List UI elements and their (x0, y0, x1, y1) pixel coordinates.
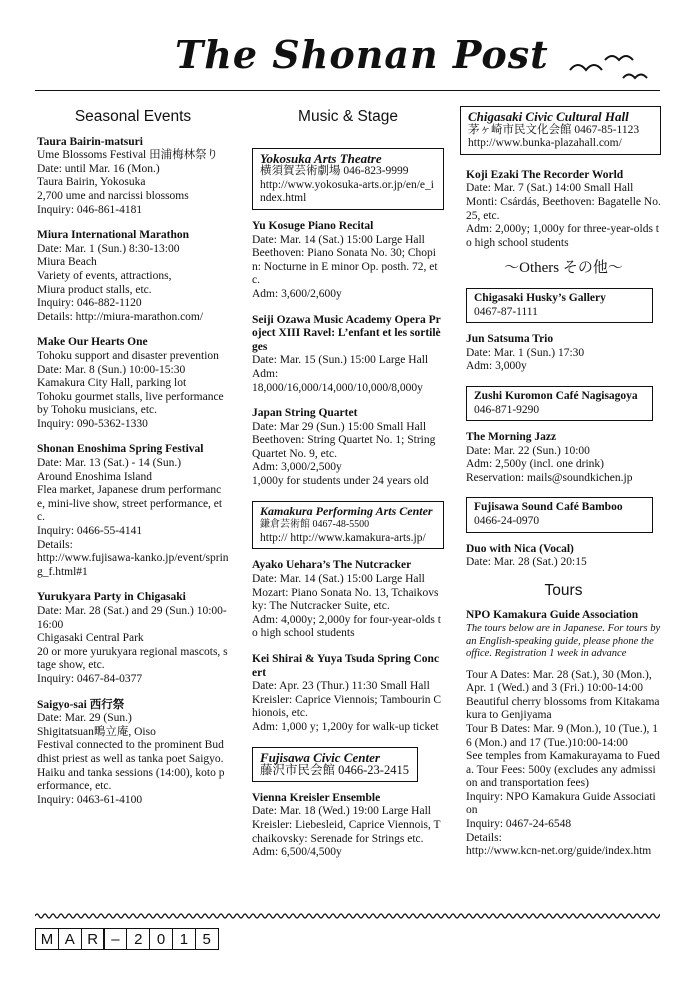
date-char-box: 1 (172, 928, 196, 950)
venue-url[interactable]: http:// http://www.kamakura-arts.jp/ (260, 531, 426, 544)
event-detail: Date: Mar. 22 (Sun.) 10:00 (466, 444, 590, 457)
event-detail: Adm: 3,600/2,600y (252, 287, 342, 300)
tour-detail: Beautiful cherry blossoms from Kitakamakura to Genjiyama (466, 695, 660, 722)
event-title: Taura Bairin-matsuri (37, 135, 143, 148)
venue-url[interactable]: http://www.bunka-plazahall.com/ (468, 137, 622, 150)
event-detail: Kreisler: Caprice Viennois; Tambourin Chionois, etc. (252, 693, 442, 720)
event-detail: Date: Mar. 7 (Sat.) 14:00 Small Hall (466, 182, 634, 195)
event-title: Saigyo-sai 西行祭 (37, 698, 125, 711)
event-detail: Mozart: Piano Sonata No. 13, Tchaikovsky: The Nutcracker Suite, etc. (252, 586, 439, 613)
event-title: Ayako Uehara’s The Nutcracker (252, 559, 412, 572)
date-char-box: 0 (149, 928, 173, 950)
event-detail: Date: Mar. 1 (Sun.) 17:30 (466, 346, 585, 359)
venue-line: 藤沢市民会館 0466-23-2415 (260, 763, 409, 778)
event-detail: Details: (37, 538, 73, 551)
venue-name: Yokosuka Arts Theatre (260, 150, 382, 166)
others-list (466, 288, 661, 570)
masthead-rule (35, 90, 660, 91)
event-detail: Date: Mar. 28 (Sat.) 20:15 (466, 556, 587, 569)
event-detail[interactable]: http://www.fujisawa-kanko.jp/event/spring_f.html#1 (37, 552, 229, 578)
date-char-box: – (103, 928, 127, 950)
event-detail: Adm: 4,000y; 2,000y for four-year-olds to high school students (252, 613, 441, 640)
event-entry (252, 314, 444, 396)
event-title: Japan String Quartet (252, 407, 358, 420)
event-title: Koji Ezaki The Recorder World (466, 168, 624, 181)
venue-box-others (466, 288, 653, 323)
event-detail: Inquiry: 090-5362-1330 (37, 417, 148, 430)
event-detail: Haiku and tanka sessions (14:00), koto performance, etc. (37, 766, 225, 793)
section-title-tours: Tours (544, 581, 583, 599)
seagulls-icon (565, 48, 655, 88)
seasonal-events-list (37, 136, 229, 808)
issue-date (35, 928, 218, 950)
tour-detail: Tour A Dates: Mar. 28 (Sat.), 30 (Mon.), Apr. 1 (Wed.) and 3 (Fri.) 10:00-14:00 (466, 668, 652, 695)
section-title-music: Music & Stage (298, 108, 398, 125)
venue-box-others (466, 386, 653, 421)
event-entry (252, 220, 444, 302)
venue-phone: 0466-24-0970 (474, 515, 540, 528)
event-detail: Beethoven: String Quartet No. 1; String Quartet No. 9, etc. (252, 434, 436, 460)
date-char-box: 2 (126, 928, 150, 950)
event-detail: 1,000y for students under 24 years old (252, 475, 429, 488)
event-title: NPO Kamakura Guide Association (466, 609, 639, 622)
event-detail: Inquiry: 0466-55-4141 (37, 525, 143, 538)
event-detail: Flea market, Japanese drum performance, mini-live show, street performance, etc. (37, 484, 223, 524)
venue-name: Fujisawa Sound Café Bamboo (474, 501, 623, 514)
event-detail: Date: Mar. 13 (Sat.) - 14 (Sun.) (37, 457, 182, 470)
event-entry (252, 559, 444, 641)
event-detail: Monti: Csárdás, Beethoven: Bagatelle No. 25, etc. (466, 195, 661, 222)
date-char-box: R (81, 928, 105, 950)
venue-name: Kamakura Performing Arts Center (260, 503, 433, 518)
music-stage-column (252, 100, 444, 872)
event-title: The Morning Jazz (466, 431, 557, 444)
event-detail: Chigasaki Central Park (37, 632, 144, 645)
music-events-list-1 (252, 220, 444, 489)
event-detail: Date: Mar. 29 (Sun.) (37, 712, 132, 725)
newsletter-title: The Shonan Post (175, 32, 549, 77)
date-char-box: 5 (195, 928, 219, 950)
event-detail: Miura product stalls, etc. (37, 283, 152, 296)
right-column (466, 106, 661, 871)
event-entry (37, 136, 229, 218)
venue-box-chigasaki (460, 106, 661, 155)
event-detail: Shigitatsuan鴫立庵, Oiso (37, 725, 156, 738)
music-events-list-3 (252, 792, 444, 860)
event-title: Duo with Nica (Vocal) (466, 542, 574, 555)
event-detail: Date: Mar. 8 (Sun.) 10:00-15:30 (37, 363, 186, 376)
footer-wave-divider (35, 910, 660, 922)
event-detail: Adm: (252, 367, 279, 380)
date-char-box: M (35, 928, 59, 950)
seasonal-events-column (37, 100, 229, 819)
event-detail: Around Enoshima Island (37, 470, 152, 483)
event-detail: Date: Mar. 14 (Sat.) 15:00 Large Hall (252, 573, 425, 586)
date-char-box: A (58, 928, 82, 950)
event-detail: Adm: 2,000y; 1,000y for three-year-olds to high school students (466, 223, 659, 249)
event-title: Shonan Enoshima Spring Festival (37, 443, 204, 456)
event-detail: Adm: 2,500y (incl. one drink) (466, 458, 604, 471)
tour-note: The tours below are in Japanese. For tours by an English-speaking guide, please phone the office. Registration 1 week in advance (466, 623, 661, 660)
event-detail: Date: Apr. 23 (Thur.) 11:30 Small Hall (252, 680, 430, 693)
tour-detail: Inquiry: NPO Kamakura Guide Association (466, 790, 656, 817)
event-detail[interactable]: Details: http://miura-marathon.com/ (37, 310, 204, 323)
event-detail: Inquiry: 046-882-1120 (37, 297, 142, 310)
venue-box-yokosuka (252, 148, 444, 210)
event-detail: 18,000/16,000/14,000/10,000/8,000y (252, 381, 423, 394)
event-detail: Miura Beach (37, 256, 97, 269)
event-detail: Adm: 6,500/4,500y (252, 846, 342, 859)
tour-detail: Inquiry: 0467-24-6548 (466, 818, 572, 831)
tour-detail[interactable]: http://www.kcn-net.org/guide/index.htm (466, 845, 652, 858)
event-detail: Taura Bairin, Yokosuka (37, 176, 146, 189)
venue-name: Chigasaki Husky’s Gallery (474, 291, 606, 304)
event-entry (252, 407, 444, 489)
event-entry (252, 653, 444, 735)
event-detail: Inquiry: 0463-61-4100 (37, 793, 143, 806)
event-detail: Adm: 3,000y (466, 360, 527, 373)
venue-name: Chigasaki Civic Cultural Hall (468, 109, 629, 124)
tour-entry (466, 609, 661, 858)
tour-detail: See temples from Kamakurayama to Fueda. Tour Fees: 500y (excludes any admission and transportation fees) (466, 750, 660, 790)
venue-phone: 0467-87-1111 (474, 305, 538, 318)
event-entry (37, 699, 229, 808)
event-detail: Inquiry: 046-861-4181 (37, 203, 143, 216)
event-entry (37, 591, 229, 686)
venue-phone: 046-871-9290 (474, 403, 540, 416)
event-detail: Date: Mar 29 (Sun.) 15:00 Small Hall (252, 420, 427, 433)
event-detail: Festival connected to the prominent Buddhist priest as well as tanka poet Saigyo. (37, 739, 224, 765)
tour-detail: Details: (466, 831, 502, 844)
event-detail: 2,700 ume and narcissi blossoms (37, 189, 189, 202)
venue-name: Zushi Kuromon Café Nagisagoya (474, 389, 638, 402)
event-title: Make Our Hearts One (37, 336, 148, 349)
right-events-list (466, 169, 661, 251)
venue-name: Fujisawa Civic Center (260, 749, 380, 765)
section-title-others: 〜Others その他〜 (504, 260, 623, 277)
event-detail: Kamakura City Hall, parking lot (37, 377, 187, 390)
event-detail: Date: Mar. 14 (Sat.) 15:00 Large Hall (252, 233, 425, 246)
section-title-seasonal: Seasonal Events (74, 108, 192, 125)
event-detail: Adm: 3,000/2,500y (252, 461, 342, 474)
event-title: Yurukyara Party in Chigasaki (37, 591, 186, 604)
event-detail: Date: Mar. 28 (Sat.) and 29 (Sun.) 10:00-16:00 (37, 605, 227, 631)
venue-line: 鎌倉芸術館 0467-48-5500 (260, 519, 370, 531)
event-title: Jun Satsuma Trio (466, 333, 554, 346)
event-entry (37, 229, 229, 324)
venue-box-fujisawa (252, 747, 418, 782)
event-entry (37, 336, 229, 431)
event-title: Yu Kosuge Piano Recital (252, 219, 374, 232)
event-entry (466, 333, 661, 374)
venue-box-kamakura (252, 501, 444, 550)
event-title: Miura International Marathon (37, 229, 190, 242)
venue-box-others (466, 497, 653, 532)
event-detail: Date: Mar. 15 (Sun.) 15:00 Large Hall (252, 354, 429, 367)
event-title: Kei Shirai & Yuya Tsuda Spring Concert (252, 653, 440, 679)
event-detail: Date: until Mar. 16 (Mon.) (37, 162, 160, 175)
music-events-list-2 (252, 559, 444, 734)
event-entry (466, 169, 661, 251)
event-entry (466, 431, 661, 485)
venue-line: 茅ヶ崎市民文化会館 0467-85-1123 (468, 123, 640, 136)
event-detail: Date: Mar. 18 (Wed.) 19:00 Large Hall (252, 805, 431, 818)
event-detail: Beethoven: Piano Sonata No. 30; Chopin: Nocturne in E minor Op. posth. 72, etc. (252, 247, 438, 287)
event-detail: Kreisler: Liebesleid, Caprice Viennois, Tchaikovsky: Serenade for Strings etc. (252, 818, 441, 845)
event-detail: Ume Blossoms Festival 田浦梅林祭り (37, 149, 219, 162)
event-title: Vienna Kreisler Ensemble (252, 791, 381, 804)
venue-line: 横須賀芸術劇場 046-823-9999 (260, 165, 409, 178)
venue-url[interactable]: http://www.yokosuka-arts.or.jp/en/e_index.html (260, 178, 434, 205)
event-detail: Variety of events, attractions, (37, 269, 172, 282)
event-detail: Reservation: mails@soundkichen.jp (466, 471, 633, 484)
event-detail: Date: Mar. 1 (Sun.) 8:30-13:00 (37, 242, 180, 255)
event-detail: Tohoku support and disaster prevention (37, 349, 219, 362)
event-entry (466, 543, 661, 570)
event-detail: Inquiry: 0467-84-0377 (37, 672, 143, 685)
event-entry (37, 443, 229, 579)
event-detail: Adm: 1,000 y; 1,200y for walk-up ticket (252, 720, 439, 733)
event-detail: Tohoku gourmet stalls, live performance by Tohoku musicians, etc. (37, 390, 224, 417)
tour-detail: Tour B Dates: Mar. 9 (Mon.), 10 (Tue.), 16 (Mon.) and 17 (Tue.)10:00-14:00 (466, 722, 659, 749)
tour-lines (466, 669, 661, 859)
event-title: Seiji Ozawa Music Academy Opera Project XIII Ravel: L’enfant et les sortilèges (252, 313, 441, 353)
event-detail: 20 or more yurukyara regional mascots, stage show, etc. (37, 645, 228, 672)
event-entry (252, 792, 444, 860)
